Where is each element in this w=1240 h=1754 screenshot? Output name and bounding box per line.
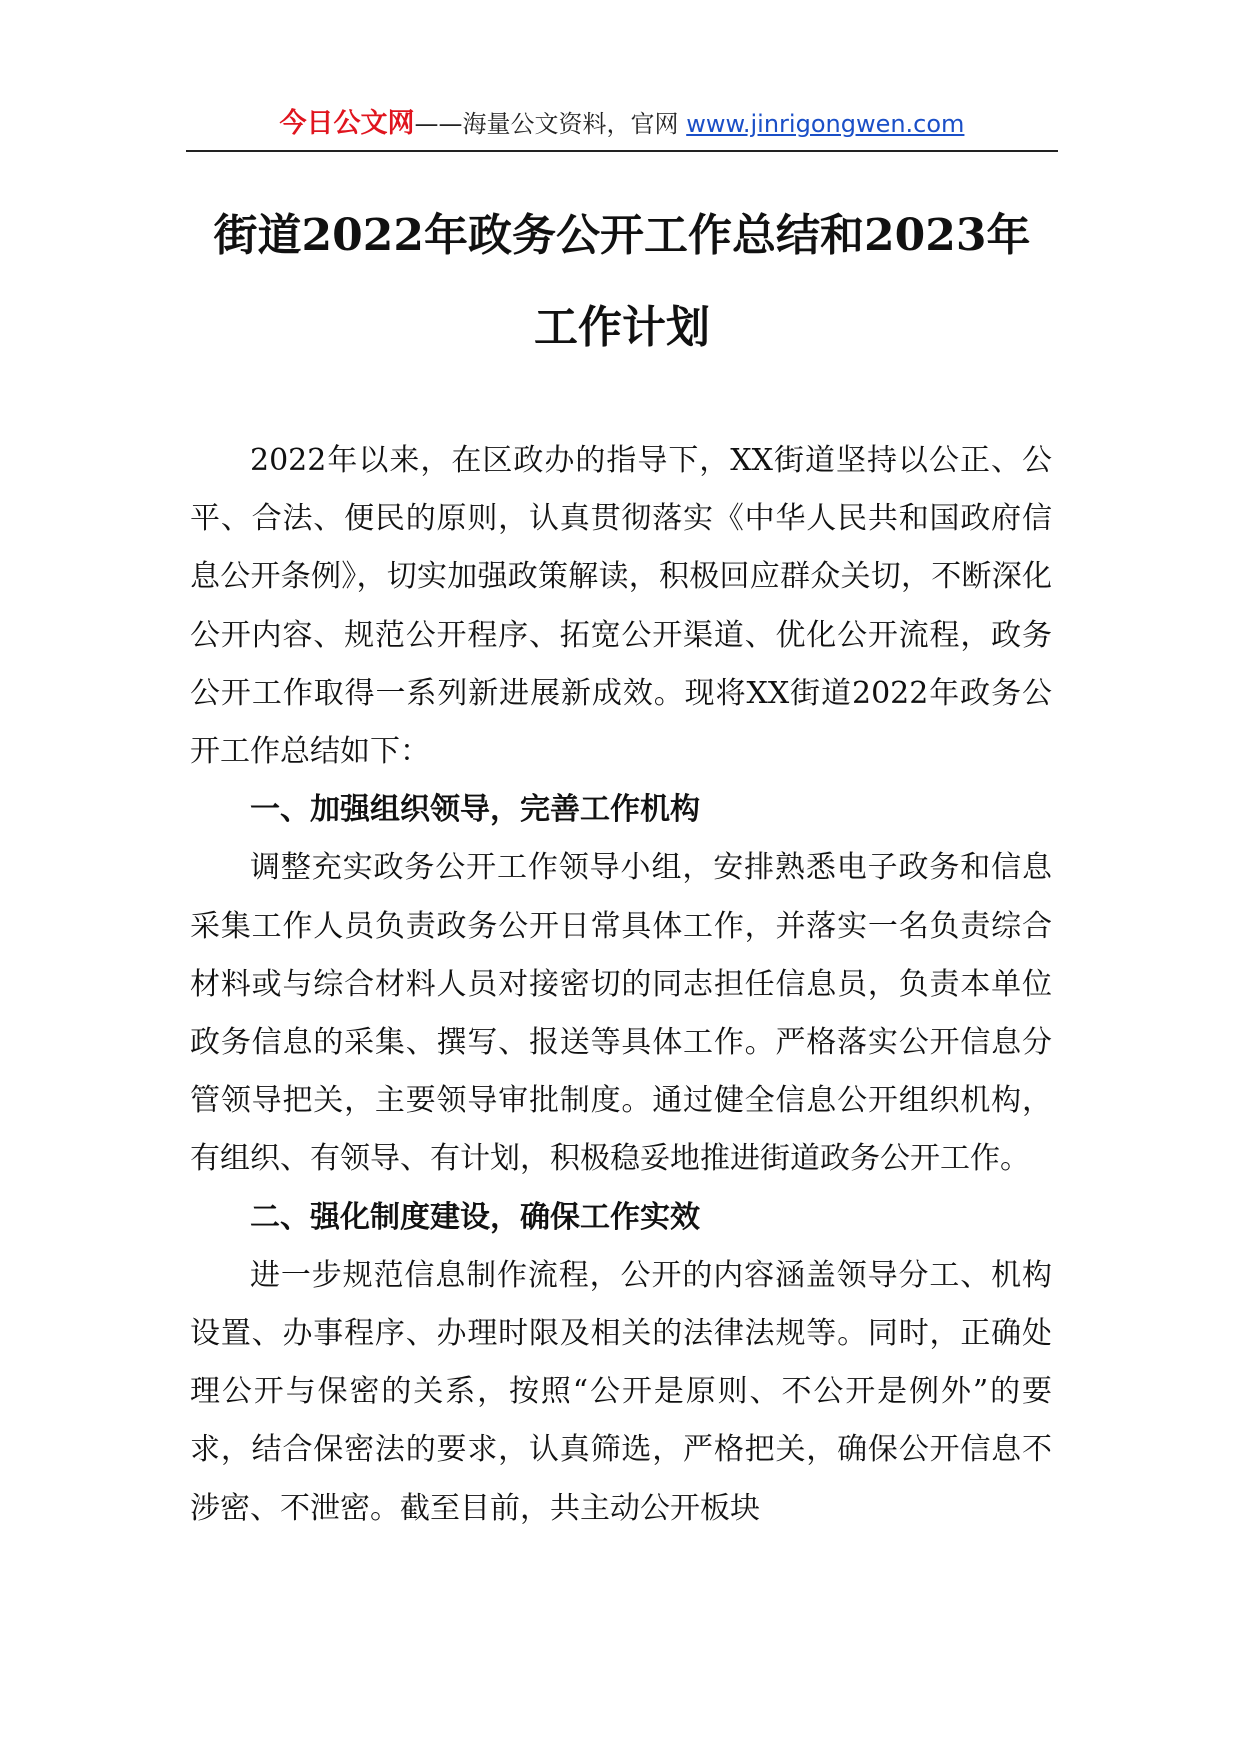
site-url-link[interactable]: www.jinrigongwen.com xyxy=(686,110,965,138)
section-1-paragraph: 调整充实政务公开工作领导小组，安排熟悉电子政务和信息采集工作人员负责政务公开日常具体工作，并落实一名负责综合材料或与综合材料人员对接密切的同志担任信息员，负责本单位政务信息的采集、撰写、报送等具体工作。严格落实公开信息分管领导把关，主要领导审批制度。通过健全信息公开组织机构，有组织、有领导、有计划，积极稳妥地推进街道政务公开工作。 xyxy=(190,850,1052,1177)
intro-paragraph: 2022年以来，在区政办的指导下，XX街道坚持以公正、公平、合法、便民的原则，认真贯彻落实《中华人民共和国政府信息公开条例》，切实加强政策解读，积极回应群众关切，不断深化公开内容、规范公开程序、拓宽公开渠道、优化公开流程，政务公开工作取得一系列新进展新成效。现将XX街道2022年政务公开工作总结如下： xyxy=(190,443,1052,770)
title-line-2: 工作计划 xyxy=(534,302,710,353)
site-brand: 今日公文网 xyxy=(279,108,415,139)
site-tagline: ——海量公文资料，官网 xyxy=(414,110,687,138)
title-line-1: 街道2022年政务公开工作总结和2023年 xyxy=(213,210,1031,261)
site-header xyxy=(186,104,1058,152)
document-title xyxy=(186,190,1058,374)
section-heading-2: 二、强化制度建设，确保工作实效 xyxy=(250,1199,700,1235)
section-heading-1: 一、加强组织领导，完善工作机构 xyxy=(250,792,700,828)
section-2-paragraph: 进一步规范信息制作流程，公开的内容涵盖领导分工、机构设置、办事程序、办理时限及相关的法律法规等。同时，正确处理公开与保密的关系，按照“公开是原则、不公开是例外”的要求，结合保密法的要求，认真筛选，严格把关，确保公开信息不涉密、不泄密。截至目前，共主动公开板块 xyxy=(190,1257,1052,1526)
document-body xyxy=(190,432,1052,1538)
